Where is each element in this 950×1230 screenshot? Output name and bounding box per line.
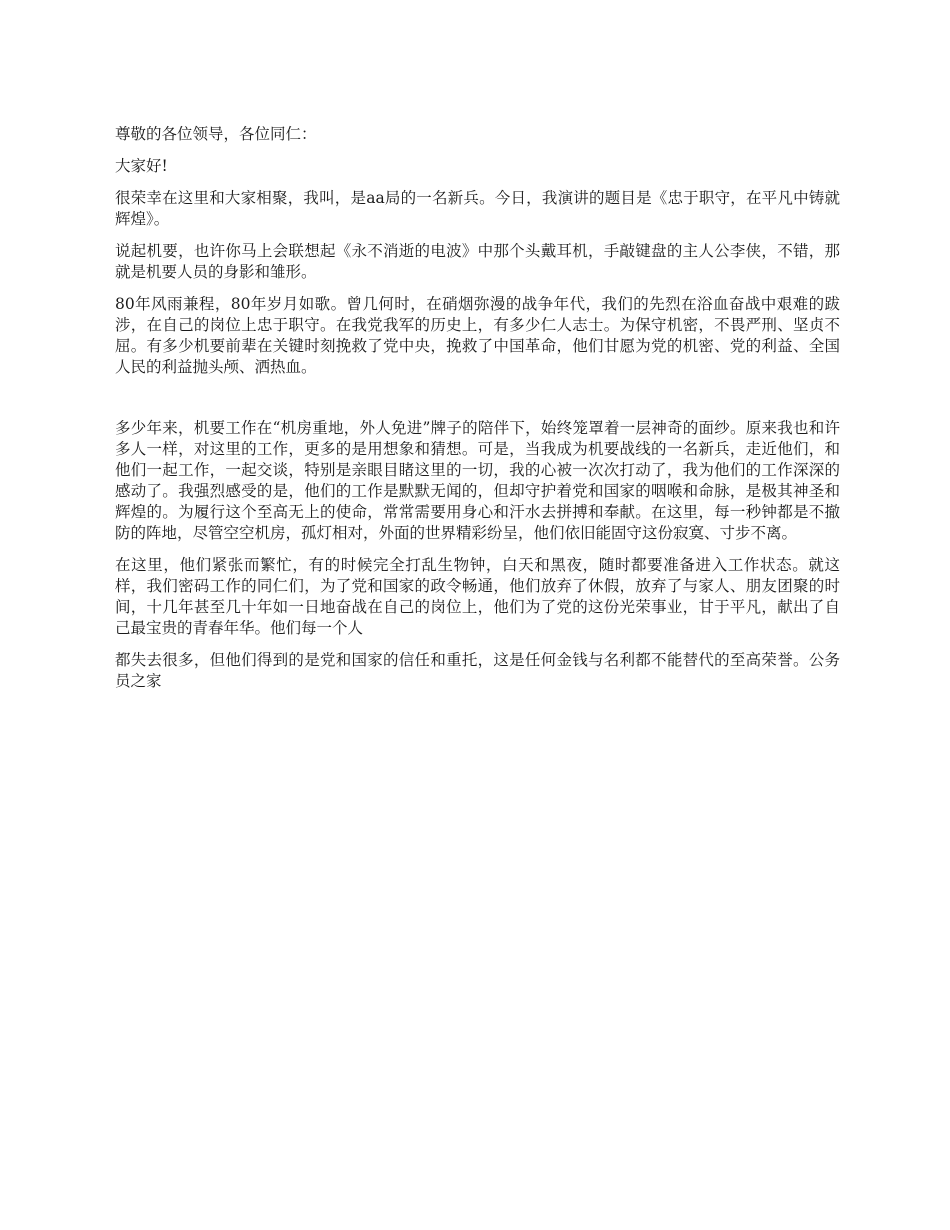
paragraph-li-xia: 说起机要，也许你马上会联想起《永不消逝的电波》中那个头戴耳机，手敲键盘的主人公李侠，不错，那就是机要人员的身影和雏形。 (115, 242, 840, 281)
paragraph-dedication: 在这里，他们紧张而繁忙，有的时候完全打乱生物钟，白天和黑夜，随时都要准备进入工作状态。就这样，我们密码工作的同仁们，为了党和国家的政令畅通，他们放弃了休假，放弃了与家人、朋友团聚的时间，十几年甚至几十年如一日地奋战在自己的岗位上，他们为了党的这份光荣事业，甘于平凡，献出了自己最宝贵的青春年华。他们每一个人 (115, 556, 840, 637)
salutation: 尊敬的各位领导，各位同仁： (115, 125, 317, 143)
paragraph-mystery: 多少年来，机要工作在“机房重地，外人免进”牌子的陪伴下，始终笼罩着一层神奇的面纱。原来我也和许多人一样，对这里的工作，更多的是用想象和猜想。可是，当我成为机要战线的一名新兵，走近他们，和他们一起工作，一起交谈，特别是亲眼目睹这里的一切，我的心被一次次打动了，我为他们的工作深深的感动了。我强烈感受的是，他们的工作是默默无闻的，但却守护着党和国家的咽喉和命脉，是极其神圣和辉煌的。为履行这个至高无上的使命，常常需要用身心和汗水去拼搏和奉献。在这里，每一秒钟都是不撤防的阵地，尽管空空机房，孤灯相对，外面的世界精彩纷呈，他们依旧能固守这份寂寞、寸步不离。 (115, 419, 840, 542)
paragraph-honor: 都失去很多，但他们得到的是党和国家的信任和重托，这是任何金钱与名利都不能替代的至高荣誉。公务员之家 (115, 651, 840, 690)
document-page (115, 124, 840, 703)
paragraph-intro: 很荣幸在这里和大家相聚，我叫，是aa局的一名新兵。今日，我演讲的题目是《忠于职守，在平凡中铸就辉煌》。 (115, 189, 840, 228)
paragraph-history: 80年风雨兼程，80年岁月如歌。曾几何时，在硝烟弥漫的战争年代，我们的先烈在浴血奋战中艰难的跋涉，在自己的岗位上忠于职守。在我党我军的历史上，有多少仁人志士。为保守机密，不畏严刑、坚贞不屈。有多少机要前辈在关键时刻挽救了党中央，挽救了中国革命，他们甘愿为党的机密、党的利益、全国人民的利益抛头颅、洒热血。 (115, 295, 840, 376)
greeting: 大家好! (115, 157, 168, 175)
